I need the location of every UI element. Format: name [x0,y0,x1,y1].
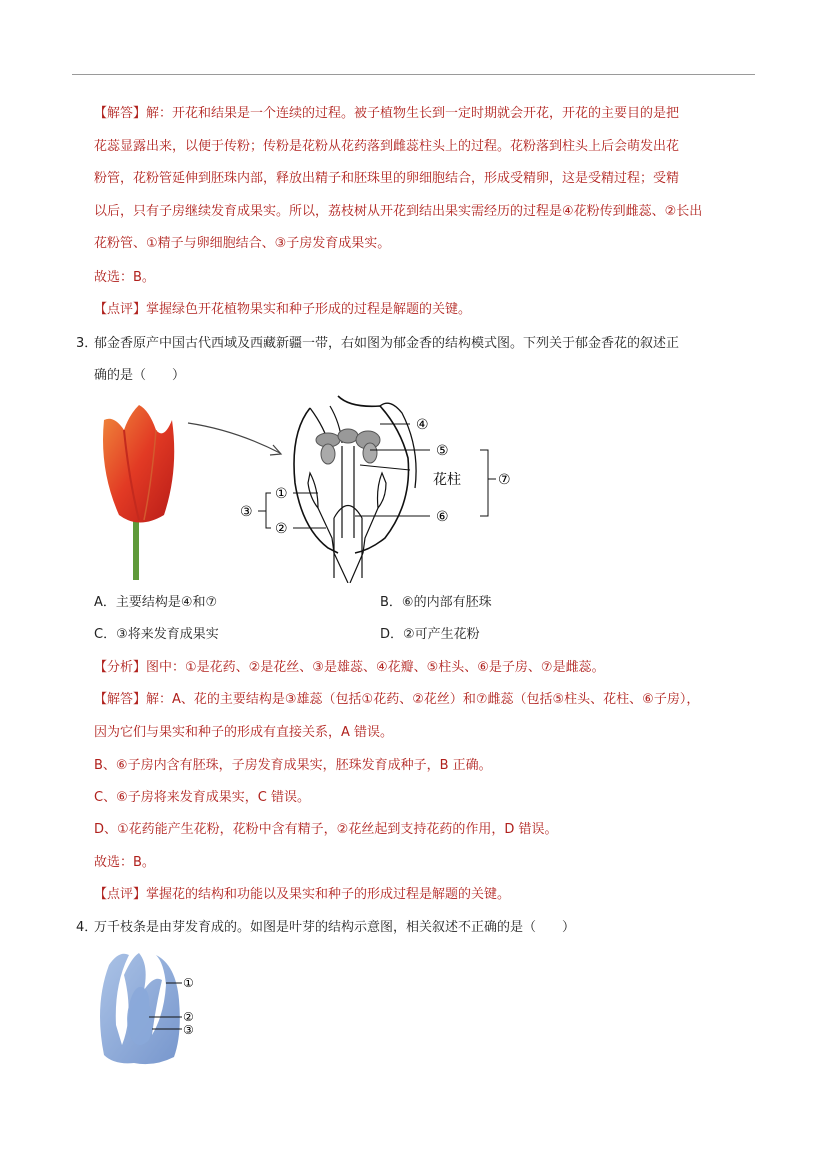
q3-answer-c: C、⑥子房将来发育成果实，C 错误。 [94,790,310,805]
q3-stem-line-2: 确的是（ ） [94,368,186,383]
q3-answer-line-1: 【解答】解：A、花的主要结构是③雄蕊（包括①花药、②花丝）和⑦雌蕊（包括⑤柱头、花柱、⑥子房）， [94,692,700,707]
bud-label-2: ② [183,1010,194,1024]
flower-structure-diagram [230,388,530,583]
label-stamen: ③ [240,504,253,520]
q3-option-c: C．③将来发育成果实 [94,627,219,642]
label-petal: ④ [416,417,429,433]
label-pistil: ⑦ [498,472,511,488]
label-filament: ② [275,521,288,537]
q4-number: 4． [76,920,98,935]
prev-choose: 故选：B。 [94,270,155,285]
q3-option-b: B．⑥的内部有胚珠 [380,595,492,610]
prev-answer-line-2: 花蕊显露出来，以便于传粉；传粉是花粉从花药落到雌蕊柱头上的过程。花粉落到柱头上后会萌发出花 [94,139,680,154]
q3-option-a: A．主要结构是④和⑦ [94,595,218,610]
tulip-photo [94,400,184,580]
q3-number: 3． [76,336,98,351]
q3-choose: 故选：B。 [94,855,155,870]
prev-answer-line-5: 花粉管、①精子与卵细胞结合、③子房发育成果实。 [94,236,391,251]
bud-label-1: ① [183,976,194,990]
prev-comment: 【点评】掌握绿色开花植物果实和种子形成的过程是解题的关键。 [94,302,472,317]
prev-answer-line-1: 【解答】解：开花和结果是一个连续的过程。被子植物生长到一定时期就会开花，开花的主要目的是把 [94,106,680,121]
label-ovary: ⑥ [436,509,449,525]
q4-stem: 万千枝条是由芽发育成的。如图是叶芽的结构示意图，相关叙述不正确的是（ ） [94,920,576,935]
q3-option-d: D．②可产生花粉 [380,627,480,642]
q3-answer-b: B、⑥子房内含有胚珠，子房发育成果实，胚珠发育成种子，B 正确。 [94,758,492,773]
prev-answer-line-3: 粉管，花粉管延伸到胚珠内部，释放出精子和胚珠里的卵细胞结合，形成受精卵，这是受精过程；受精 [94,171,680,186]
bud-label-3: ③ [183,1023,194,1037]
q3-answer-d: D、①花药能产生花粉，花粉中含有精子，②花丝起到支持花药的作用，D 错误。 [94,822,558,837]
q3-stem-line-1: 郁金香原产中国古代西域及西藏新疆一带，右如图为郁金香的结构模式图。下列关于郁金香花的叙述正 [94,336,680,351]
q3-comment: 【点评】掌握花的结构和功能以及果实和种子的形成过程是解题的关键。 [94,887,511,902]
header-rule [72,74,755,75]
q3-answer-line-2: 因为它们与果实和种子的形成有直接关系，A 错误。 [94,725,394,740]
q3-analysis: 【分析】图中：①是花药、②是花丝、③是雄蕊、④花瓣、⑤柱头、⑥是子房、⑦是雌蕊。 [94,660,605,675]
prev-answer-line-4: 以后，只有子房继续发育成果实。所以，荔枝树从开花到结出果实需经历的过程是④花粉传到雌蕊、②长出 [94,204,703,219]
leaf-bud-diagram [94,945,214,1070]
label-style: 花柱 [433,472,461,488]
label-anther: ① [275,486,288,502]
label-stigma: ⑤ [436,443,449,459]
